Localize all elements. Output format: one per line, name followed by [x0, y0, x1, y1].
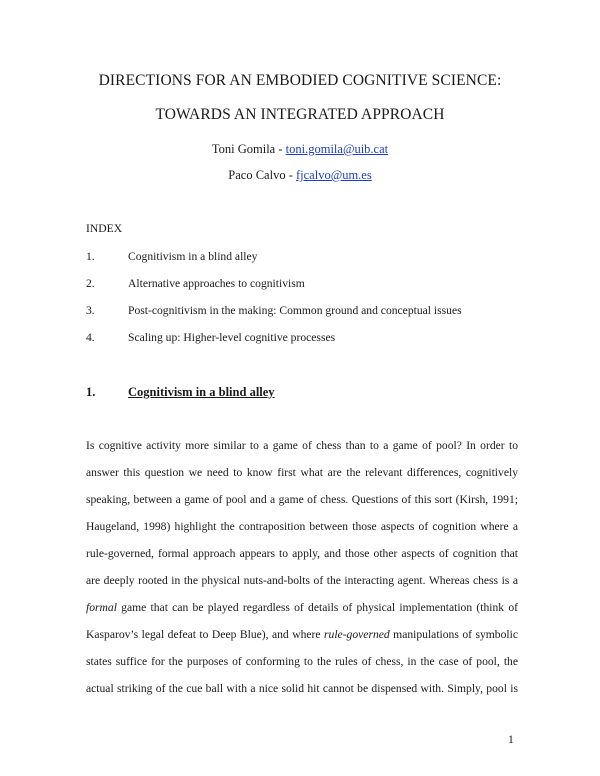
- body-line-3: speaking, between a game of pool and a game of chess. Questions of this sort (Kirsh, 1991;: [86, 493, 518, 506]
- body-line-7-rest: game that can be played regardless of details of physical implementation (think of: [116, 601, 518, 614]
- body-italic-rule-governed: rule-governed: [324, 628, 390, 641]
- body-line-9: states suffice for the purposes of conforming to the rules of chess, in the case of pool, the: [86, 655, 518, 668]
- body-line-6: are deeply rooted in the physical nuts-and-bolts of the interacting agent. Whereas chess is a: [86, 574, 518, 587]
- index-item-2-label: Alternative approaches to cognitivism: [128, 277, 305, 290]
- index-item-3-number: 3.: [86, 304, 95, 317]
- index-item-3-label: Post-cognitivism in the making: Common ground and conceptual issues: [128, 304, 462, 317]
- paper-title-line-1: DIRECTIONS FOR AN EMBODIED COGNITIVE SCIENCE:: [98, 72, 502, 89]
- paper-title-line-2: TOWARDS AN INTEGRATED APPROACH: [155, 106, 445, 123]
- section-title: Cognitivism in a blind alley: [128, 385, 275, 399]
- author-2: [0, 168, 600, 183]
- body-line-1: Is cognitive activity more similar to a game of chess than to a game of pool? In order to: [86, 439, 518, 452]
- index-item-1-label: Cognitivism in a blind alley: [128, 250, 258, 263]
- author-1-name: Toni Gomila -: [211, 142, 286, 156]
- index-item-2-number: 2.: [86, 277, 95, 290]
- body-italic-formal: formal: [86, 601, 117, 614]
- body-line-8-pre: Kasparov’s legal defeat to Deep Blue), and where: [86, 628, 325, 641]
- body-line-4: Haugeland, 1998) highlight the contraposition between those aspects of cognition where a: [86, 520, 518, 533]
- body-line-5: rule-governed, formal approach appears to apply, and those other aspects of cognition that: [86, 547, 518, 560]
- index-heading: INDEX: [86, 222, 123, 235]
- author-2-name: Paco Calvo -: [228, 168, 296, 182]
- author-1-email-link[interactable]: toni.gomila@uib.cat: [285, 142, 389, 156]
- section-number: 1.: [86, 385, 96, 399]
- page-number: 1: [508, 733, 514, 746]
- body-line-7: [86, 601, 518, 614]
- body-line-10: actual striking of the cue ball with a nice solid hit cannot be dispensed with. Simply, pool is: [86, 682, 518, 695]
- author-1: [0, 142, 600, 157]
- body-line-8: [86, 628, 518, 641]
- index-item-4-number: 4.: [86, 331, 95, 344]
- body-line-8-post: manipulations of symbolic: [389, 628, 518, 641]
- author-2-email-link[interactable]: fjcalvo@um.es: [295, 168, 372, 182]
- index-item-4-label: Scaling up: Higher-level cognitive processes: [128, 331, 336, 344]
- body-line-2: answer this question we need to know first what are the relevant differences, cognitively: [86, 466, 518, 479]
- index-item-1-number: 1.: [86, 250, 95, 263]
